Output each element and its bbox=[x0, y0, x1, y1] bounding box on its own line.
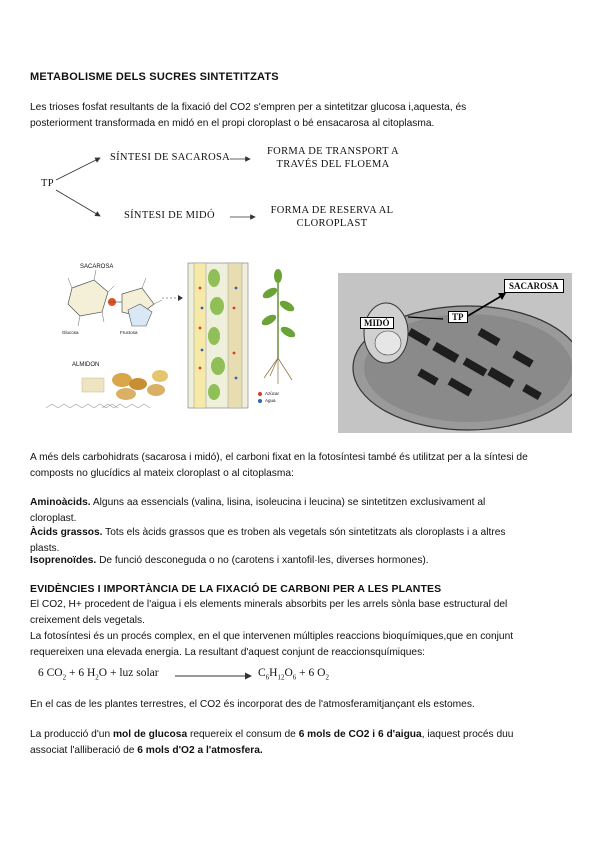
label-tp-micrograph: TP bbox=[448, 311, 468, 323]
section-title-evidencies: EVIDÈNCIES I IMPORTÀNCIA DE LA FIXACIÓ DE CARBONI PER A LES PLANTES bbox=[30, 583, 442, 595]
arrow-tp-to-mido bbox=[56, 190, 100, 216]
flow-branch-mido: SÍNTESI DE MIDÓ bbox=[124, 210, 215, 221]
intro-line-2: posteriorment transformada en midó en el propi cloroplast o bé ensacarosa al citoplasma. bbox=[30, 118, 435, 129]
isoprenoids-term: Isoprenoïdes. bbox=[30, 555, 97, 566]
co2-paragraph bbox=[30, 597, 571, 661]
oxygen-term: 6 mols d'O2 a l'atmosfera. bbox=[137, 745, 263, 756]
photosynthesis-equation-left bbox=[38, 667, 159, 681]
eq-light: O + luz solar bbox=[98, 667, 159, 679]
eq-sub: 2 bbox=[95, 673, 99, 682]
isoprenoids-item bbox=[30, 553, 571, 569]
molecule-and-plant-illustration bbox=[42, 258, 332, 416]
figure-sacarosa-almidon bbox=[42, 258, 332, 416]
intro-line-1: Les trioses fosfat resultants de la fixació del CO2 s'empren per a sintetitzar glucosa i,aquesta, és bbox=[30, 102, 467, 113]
section-title-metabolisme: METABOLISME DELS SUCRES SINTETITZATS bbox=[30, 71, 279, 83]
flow-result-top-1: FORMA DE TRANSPORT A bbox=[267, 146, 399, 157]
eq-sub: 6 bbox=[265, 673, 270, 682]
eq-sub: 12 bbox=[277, 673, 285, 682]
label-almidon: ALMIDON bbox=[72, 362, 100, 368]
flow-result-mido bbox=[262, 204, 402, 230]
flow-branch-sacarosa: SÍNTESI DE SACAROSA bbox=[110, 152, 231, 163]
arrow-tp-to-sacarosa bbox=[56, 158, 100, 180]
glucose-production-paragraph bbox=[30, 727, 571, 759]
micrograph-illustration bbox=[338, 273, 572, 433]
fatty-acids-text: Tots els àcids grassos que es troben als vegetals són sintetitzats als cloroplasts i a altres bbox=[102, 527, 506, 538]
carbon-uses-line-1: A més dels carbohidrats (sacarosa i midó), el carboni fixat en la fotosíntesi també és utilitzat per a la síntesi de bbox=[30, 452, 528, 463]
co2-line-2: creixement dels vegetals. bbox=[30, 615, 145, 626]
eq-h: H bbox=[269, 667, 278, 679]
flow-result-bottom-2: CLOROPLAST bbox=[296, 218, 368, 229]
label-glucosa: Glucosa bbox=[62, 330, 79, 335]
glucose-text-f: associat l'alliberació de bbox=[30, 745, 138, 756]
co2-line-1: El CO2, H+ procedent de l'aigua i els elements minerals absorbits per les arrels sònla base estructural del bbox=[30, 599, 508, 610]
legend-agua: Agua bbox=[265, 398, 276, 403]
eq-sub: 2 bbox=[62, 673, 67, 682]
carbon-uses-paragraph bbox=[30, 450, 571, 482]
aminoacids-text: Alguns aa essencials (valina, lisina, isoleucina i leucina) se sintetitzen exclusivament al bbox=[90, 497, 486, 508]
fatty-acids-text-2: plasts. bbox=[30, 543, 60, 554]
glucose-term: mol de glucosa bbox=[112, 729, 188, 740]
flow-diagram bbox=[0, 140, 600, 250]
eq-co2: 6 CO bbox=[38, 667, 63, 679]
flow-result-sacarosa bbox=[258, 145, 408, 171]
eq-h2: + 6 H bbox=[66, 667, 96, 679]
label-fructosa: Fructosa bbox=[120, 330, 138, 335]
flow-result-top-2: TRAVÉS DEL FLOEMA bbox=[276, 159, 390, 170]
co2-line-3: La fotosíntesi és un procés complex, en el que intervenen múltiples reaccions bioquímiques,que en conjunt bbox=[30, 631, 514, 642]
label-sacarosa-micrograph: SACAROSA bbox=[504, 279, 564, 293]
co2-water-term: 6 mols de CO2 i 6 d'aigua bbox=[298, 729, 422, 740]
glucose-text-c: requereix el consum de bbox=[187, 729, 299, 740]
figure-chloroplast-micrograph bbox=[338, 273, 572, 433]
label-mido-micrograph: MIDÓ bbox=[360, 317, 394, 329]
glucose-text-e: , iaquest procés duu bbox=[421, 729, 514, 740]
aminoacids-term: Aminoàcids. bbox=[30, 497, 91, 508]
eq-o2: + 6 O bbox=[296, 667, 326, 679]
flow-result-bottom-1: FORMA DE RESERVA AL bbox=[270, 205, 394, 216]
legend-azucar: Azúcar bbox=[265, 391, 280, 396]
flow-source-tp: TP bbox=[41, 178, 54, 189]
photosynthesis-equation-right bbox=[258, 667, 329, 681]
stomata-paragraph: En el cas de les plantes terrestres, el CO2 és incorporat des de l'atmosferamitjançant els estomes. bbox=[30, 699, 475, 710]
carbon-uses-line-2: composts no glucídics al mateix cloroplast o al citoplasma: bbox=[30, 468, 294, 479]
eq-c: C bbox=[258, 667, 266, 679]
eq-o: O bbox=[284, 667, 293, 679]
isoprenoids-text: De funció desconeguda o no (carotens i xantofil·les, diverses hormones). bbox=[96, 555, 429, 566]
intro-paragraph bbox=[30, 100, 571, 132]
glucose-text-a: La producció d'un bbox=[30, 729, 113, 740]
aminoacids-text-2: cloroplast. bbox=[30, 513, 77, 524]
label-sacarosa-small: SACAROSA bbox=[80, 264, 114, 270]
eq-sub: 6 bbox=[292, 673, 297, 682]
fatty-acids-term: Àcids grassos. bbox=[30, 527, 103, 538]
equation-arrow bbox=[173, 670, 253, 682]
eq-sub: 2 bbox=[325, 673, 329, 682]
co2-line-4: requereixen una elevada energia. La resultant d'aquest conjunt de reaccionsquímiques: bbox=[30, 647, 425, 658]
aminoacids-item bbox=[30, 495, 571, 527]
